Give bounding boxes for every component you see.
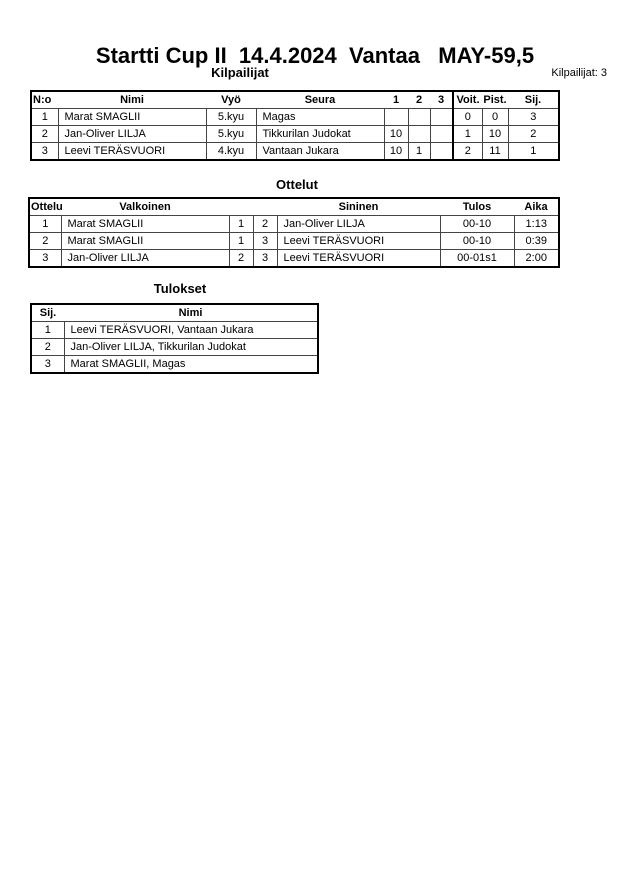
- competitor-name: Leevi TERÄSVUORI: [58, 143, 206, 161]
- competitor-club: Vantaan Jukara: [256, 143, 384, 161]
- competitors-header-row: [31, 91, 559, 109]
- match-number: 2: [29, 233, 61, 250]
- competitor-match3-points: [430, 109, 453, 126]
- competitor-match3-points: [430, 143, 453, 161]
- competitor-name: Marat SMAGLII: [58, 109, 206, 126]
- blue-competitor-number: 3: [253, 233, 277, 250]
- col-header-match1: 1: [384, 91, 408, 109]
- competitor-wins: 0: [453, 109, 482, 126]
- competitor-row: [31, 143, 559, 161]
- competitors-table: [30, 90, 560, 161]
- col-header-no: N:o: [31, 91, 58, 109]
- white-competitor-number: 1: [229, 216, 253, 233]
- col-header-voit: Voit.: [453, 91, 482, 109]
- col-header-tulos: Tulos: [440, 198, 514, 216]
- competitor-match1-points: [384, 109, 408, 126]
- competitor-number: 1: [31, 109, 58, 126]
- competitor-number: 3: [31, 143, 58, 161]
- competitors-count: Kilpailijat: 3: [551, 67, 607, 79]
- col-header-match3: 3: [430, 91, 453, 109]
- blue-competitor-name: Jan-Oliver LILJA: [277, 216, 440, 233]
- col-header-aika: Aika: [514, 198, 559, 216]
- results-header-row: [31, 304, 318, 322]
- matches-section-heading: Ottelut: [276, 177, 318, 192]
- blue-competitor-number: 2: [253, 216, 277, 233]
- results-table: [30, 303, 319, 374]
- match-number: 3: [29, 250, 61, 268]
- white-competitor-number: 2: [229, 250, 253, 268]
- blue-competitor-name: Leevi TERÄSVUORI: [277, 233, 440, 250]
- blue-competitor-name: Leevi TERÄSVUORI: [277, 250, 440, 268]
- competitor-name: Jan-Oliver LILJA: [58, 126, 206, 143]
- competitor-points: 10: [482, 126, 508, 143]
- match-result: 00-01s1: [440, 250, 514, 268]
- white-competitor-number: 1: [229, 233, 253, 250]
- page-title: Startti Cup II 14.4.2024 Vantaa MAY-59,5: [95, 43, 535, 68]
- competitor-placement: 3: [508, 109, 559, 126]
- col-header-sininen: Sininen: [277, 198, 440, 216]
- competitor-points: 0: [482, 109, 508, 126]
- result-name: Jan-Oliver LILJA, Tikkurilan Judokat: [64, 339, 318, 356]
- competitor-club: Magas: [256, 109, 384, 126]
- matches-header-row: [29, 198, 559, 216]
- col-header-ottelu: Ottelu: [29, 198, 61, 216]
- result-placement: 2: [31, 339, 64, 356]
- competitor-match1-points: 10: [384, 126, 408, 143]
- col-header-nimi: Nimi: [64, 304, 318, 322]
- col-header-white-number: [229, 198, 253, 216]
- competitor-points: 11: [482, 143, 508, 161]
- match-time: 0:39: [514, 233, 559, 250]
- match-result: 00-10: [440, 216, 514, 233]
- col-header-match2: 2: [408, 91, 430, 109]
- col-header-sij: Sij.: [508, 91, 559, 109]
- match-result: 00-10: [440, 233, 514, 250]
- col-header-nimi: Nimi: [58, 91, 206, 109]
- result-name: Marat SMAGLII, Magas: [64, 356, 318, 374]
- result-name: Leevi TERÄSVUORI, Vantaan Jukara: [64, 322, 318, 339]
- white-competitor-name: Jan-Oliver LILJA: [61, 250, 229, 268]
- competitor-belt: 5.kyu: [206, 109, 256, 126]
- match-row: [29, 216, 559, 233]
- result-row: [31, 356, 318, 374]
- result-placement: 1: [31, 322, 64, 339]
- result-placement: 3: [31, 356, 64, 374]
- competitor-wins: 1: [453, 126, 482, 143]
- match-number: 1: [29, 216, 61, 233]
- competitor-placement: 1: [508, 143, 559, 161]
- matches-table: [28, 197, 560, 268]
- col-header-blue-number: [253, 198, 277, 216]
- competitor-belt: 5.kyu: [206, 126, 256, 143]
- competitor-belt: 4.kyu: [206, 143, 256, 161]
- competitor-match2-points: [408, 126, 430, 143]
- col-header-valkoinen: Valkoinen: [61, 198, 229, 216]
- match-time: 1:13: [514, 216, 559, 233]
- col-header-seura: Seura: [256, 91, 384, 109]
- competitor-match2-points: [408, 109, 430, 126]
- white-competitor-name: Marat SMAGLII: [61, 233, 229, 250]
- competitor-placement: 2: [508, 126, 559, 143]
- competitor-match1-points: 10: [384, 143, 408, 161]
- competitor-row: [31, 109, 559, 126]
- result-row: [31, 339, 318, 356]
- white-competitor-name: Marat SMAGLII: [61, 216, 229, 233]
- competitor-number: 2: [31, 126, 58, 143]
- col-header-pist: Pist.: [482, 91, 508, 109]
- competitors-section-heading: Kilpailijat: [211, 65, 269, 80]
- blue-competitor-number: 3: [253, 250, 277, 268]
- competitor-club: Tikkurilan Judokat: [256, 126, 384, 143]
- match-row: [29, 233, 559, 250]
- competitor-row: [31, 126, 559, 143]
- result-row: [31, 322, 318, 339]
- col-header-sij: Sij.: [31, 304, 64, 322]
- match-row: [29, 250, 559, 268]
- competitor-wins: 2: [453, 143, 482, 161]
- col-header-vyo: Vyö: [206, 91, 256, 109]
- match-time: 2:00: [514, 250, 559, 268]
- results-section-heading: Tulokset: [153, 281, 207, 296]
- competitor-match2-points: 1: [408, 143, 430, 161]
- competitor-match3-points: [430, 126, 453, 143]
